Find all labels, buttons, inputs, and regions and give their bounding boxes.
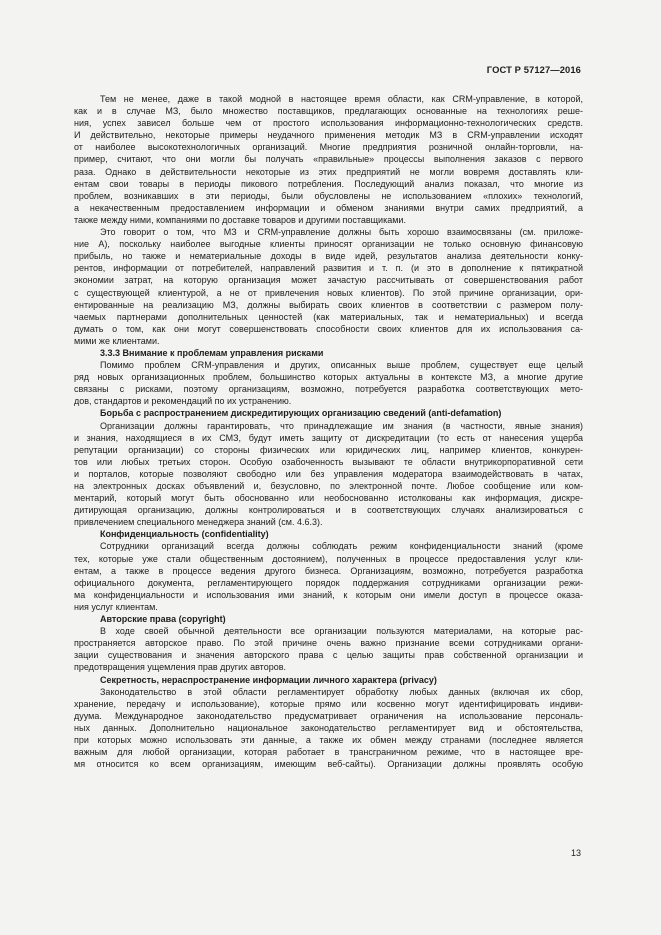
body-text	[74, 93, 583, 770]
text-line: В ходе своей обычной деятельности все организации пользуются материалами, на которые рас-	[100, 626, 583, 637]
text-line: и порталов, которые позволяют свободно или без управления модератора взаимодействовать в чатах,	[74, 468, 583, 479]
text-line: экономии затрат, на которую организация может зачастую рассчитывать от совершенствования работ	[74, 275, 583, 286]
text-line: ментарий, который могут быть обоснованно или необоснованно истолкованы как информация, дискре-	[74, 493, 583, 504]
page-number: 13	[570, 848, 581, 858]
text-line: проблем, возникавших в эти периоды, были обусловлены не использованием «плохих» технологий,	[74, 190, 583, 201]
text-line: ентированные на реализацию МЗ, должны выбирать своих клиентов в соответствии с размером полу-	[74, 299, 583, 310]
text-line: ентам свои товары в периоды пикового потребления. Последующий анализ показал, что многие из	[74, 178, 583, 189]
text-line: мя относится ко всем организациям, имеющим веб-сайты). Организации должны проявлять особую	[74, 759, 583, 770]
text-line: предотвращения ущемления прав других авторов.	[74, 662, 287, 673]
text-line: при которых можно использовать эти данные, а также их обмен между странами (последнее является	[74, 734, 583, 745]
text-line: ма конфиденциальности и использования ими знаний, к которым они имели доступ в процессе оказа-	[74, 589, 583, 600]
text-line: как и в случае МЗ, было множество поставщиков, предлагающих основанные на технологиях реше-	[74, 106, 583, 117]
text-line: ния услуг клиентам.	[74, 601, 158, 612]
text-line: ние А), поскольку наиболее выгодные клиенты приносят организации не только основную финансовую	[74, 239, 583, 250]
text-line: и знания, находящиеся в их СМЗ, будут иметь защиту от дискредитации (то есть от нанесения ущерба	[74, 432, 583, 443]
text-line: Это говорит о том, что МЗ и CRM-управление должны быть хорошо взаимосвязаны (см. приложе-	[100, 227, 583, 238]
text-line: прибыль, но также и нематериальные доходы в виде идей, результатов анализа деятельности конку-	[74, 251, 583, 262]
text-line: раза. Однако в действительности некоторые из этих предприятий не могли вовремя доставлять кли-	[74, 166, 583, 177]
section-heading-line: Конфиденциальность (confidentiality)	[100, 529, 269, 540]
section-heading-line: Борьба с распространением дискредитирующих организацию сведений (anti-defamation)	[100, 408, 502, 419]
text-line: важным для любой организации, которая работает в трансграничном режиме, что в настоящее вре-	[74, 747, 583, 758]
text-line: ряд новых организационных проблем, большинство которых актуальны в контексте МЗ, а многие другие	[74, 372, 583, 383]
text-line: Помимо проблем CRM-управления и других, описанных выше проблем, существует еще целый	[100, 360, 583, 371]
text-line: мими же клиентами.	[74, 335, 160, 346]
text-line: также между ними, компаниями по доставке товаров и другими поставщиками.	[74, 214, 406, 225]
text-line: от наиболее высокотехнологичных организаций. Многие предприятия розничной онлайн-торговли, на-	[74, 142, 583, 153]
text-line: рентов, информации от потребителей, направлений развития и т. п. (и это в дополнение к пятикратной	[74, 263, 583, 274]
text-line: пример, считают, что они могли бы получать «правильные» процессы выполнения заказов с первого	[74, 154, 583, 165]
text-line: думать о том, как они могут совершенствовать способности своих клиентов для их использования са-	[74, 323, 583, 334]
section-heading-line: Авторские права (copyright)	[100, 614, 226, 625]
text-line: чаемых партнерами дополнительных ценностей (как материальных, так и нематериальных) и всегда	[74, 311, 583, 322]
text-line: привлечением специального менеджера знаний (см. 4.6.3).	[74, 517, 323, 528]
section-heading-line: Секретность, нераспространение информации личного характера (privacy)	[100, 674, 437, 685]
text-line: Сотрудники организаций всегда должны соблюдать режим конфиденциальности знаний (кроме	[100, 541, 583, 552]
text-line: тех, которые уже стали общественным достоянием), полученных в процессе предоставления услуг кли-	[74, 553, 583, 564]
text-line: связаны с рисками, поэтому организациям, возможно, потребуется разработка соответствующих мето-	[74, 384, 583, 395]
text-line: ных данных. Дополнительно национальное законодательство регламентирует вид и обстоятельства,	[74, 722, 583, 733]
text-line: зации существования и значения авторского права с целью защиты прав собственной организации и	[74, 650, 583, 661]
text-line: официального документа, регламентирующего порядок поддержания сотрудниками организации режи-	[74, 577, 583, 588]
text-line: дов, стандартов и рекомендаций по их устранению.	[74, 396, 292, 407]
text-line: И действительно, некоторые примеры неудачного применения методик МЗ в CRM-управлении исходят	[74, 130, 583, 141]
text-line: Законодательство в этой области регламентирует обработку любых данных (включая их сбор,	[100, 686, 583, 697]
text-line: а некачественным предоставлением информации и обменом знаниями внутри самих предприятий, а	[74, 202, 583, 213]
text-line: ния, успех зависел больше чем от простого использования информационно-технологических средств.	[74, 118, 583, 129]
text-line: с существующей клиентурой, а не от привлечения новых клиентов). По этой причине организации, ори-	[74, 287, 583, 298]
text-line: Организации должны гарантировать, что принадлежащие им знания (в частности, явные знания)	[100, 420, 583, 431]
text-line: на электронных досках объявлений и, безусловно, по электронной почте. Любое сообщение или ком-	[74, 481, 583, 491]
text-line: репутации организации) со стороны физических или юридических лиц, например клиентов, конкурен-	[74, 444, 583, 455]
text-line: Тем не менее, даже в такой модной в настоящее время области, как CRM-управление, в которой,	[100, 94, 583, 104]
text-line: хранение, передачу и использование), которые прямо или косвенно могут идентифицировать индиви-	[74, 698, 583, 709]
text-line: пространяется авторское право. По этой причине очень важно признание всеми сотрудниками органи-	[74, 638, 583, 649]
text-line: дитирующая организацию, должны контролироваться и в соответствующих случаях анализироваться с	[74, 505, 583, 516]
standard-designation: ГОСТ Р 57127—2016	[486, 64, 581, 75]
text-line: ентам, а также в процессе ведения другого бизнеса. Организациям, возможно, потребуется разработка	[74, 565, 583, 576]
text-line: тов или любых третьих сторон. Особую озабоченность вызывают те области внутрикорпоративной сети	[74, 456, 583, 467]
text-line: дуума. Международное законодательство предусматривает ограничения на использование персональ-	[74, 710, 583, 721]
section-heading-line: 3.3.3 Внимание к проблемам управления рисками	[100, 347, 324, 358]
